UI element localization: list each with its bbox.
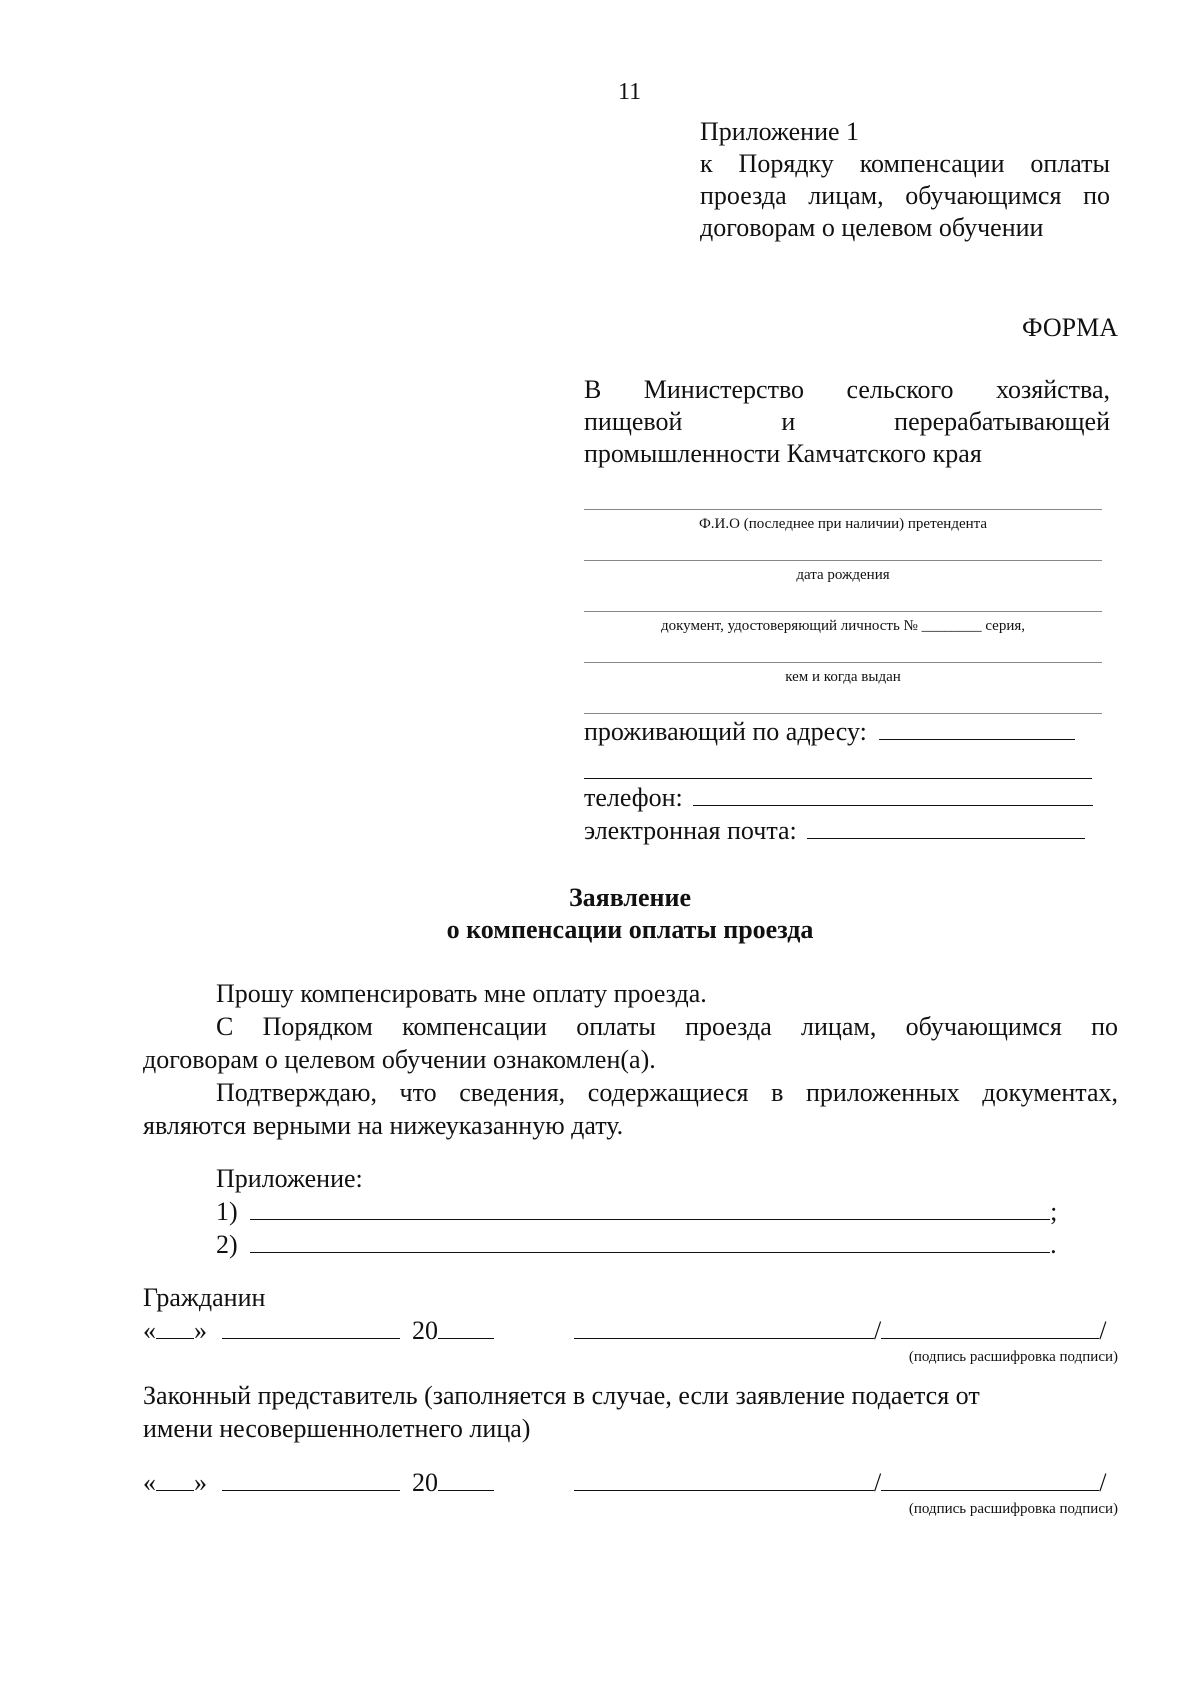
address-field-continued[interactable] [584, 778, 1092, 779]
quote-close: » [194, 1316, 207, 1345]
attachment-1-field[interactable] [250, 1197, 1050, 1220]
addressee-line-2: пищевой и перерабатывающей [584, 407, 1110, 436]
citizen-month-field[interactable] [222, 1316, 400, 1339]
signature-slash-end: / [1099, 1468, 1107, 1497]
birth-date-line[interactable] [584, 560, 1102, 561]
representative-line-1: Законный представитель (заполняется в случае, если заявление подается от [143, 1381, 980, 1410]
citizen-label: Гражданин [143, 1283, 266, 1312]
signature-slash: / [874, 1316, 882, 1345]
representative-day-field[interactable] [156, 1468, 194, 1491]
paragraph-3-line-1: Подтверждаю, что сведения, содержащиеся в приложенных документах, [216, 1078, 1118, 1107]
citizen-signature-field[interactable] [574, 1316, 874, 1339]
phone-row [584, 782, 1104, 814]
representative-signature-field[interactable] [574, 1468, 874, 1491]
attachment-item-2 [216, 1229, 1096, 1261]
quote-open: « [143, 1316, 156, 1345]
representative-signature-row [574, 1467, 1106, 1499]
paragraph-2-line-1: С Порядком компенсации оплаты проезда лицам, обучающимся по [216, 1012, 1118, 1041]
representative-line-2: имени несовершеннолетнего лица) [143, 1414, 531, 1443]
quote-open: « [143, 1468, 156, 1497]
document-line[interactable] [584, 611, 1102, 612]
form-label: ФОРМА [1022, 313, 1118, 342]
address-label: проживающий по адресу: [584, 717, 867, 746]
representative-year-prefix: 20 [412, 1468, 438, 1497]
citizen-day-field[interactable] [156, 1316, 194, 1339]
issued-by-caption: кем и когда выдан [785, 669, 901, 685]
phone-label: телефон: [584, 783, 683, 812]
title-line-1: Заявление [568, 883, 692, 912]
email-field[interactable] [807, 816, 1085, 839]
representative-signature-decoding-field[interactable] [881, 1468, 1099, 1491]
address-field[interactable] [879, 717, 1075, 740]
birth-date-caption: дата рождения [796, 567, 890, 583]
separator-line [584, 713, 1102, 714]
fio-line[interactable] [584, 509, 1102, 510]
appendix-block [700, 116, 1110, 244]
representative-date-row [143, 1467, 494, 1499]
page-number: 11 [618, 79, 642, 105]
attachments-label: Приложение: [216, 1164, 363, 1193]
appendix-line-2: к Порядку компенсации оплаты [700, 149, 1110, 178]
attachment-1-number: 1) [216, 1197, 238, 1226]
representative-month-field[interactable] [222, 1468, 400, 1491]
appendix-line-4: договорам о целевом обучении [700, 213, 1044, 242]
signature-slash-end: / [1099, 1316, 1107, 1345]
appendix-line-1: Приложение 1 [700, 117, 860, 146]
quote-close: » [194, 1468, 207, 1497]
attachment-2-number: 2) [216, 1230, 238, 1259]
citizen-signature-caption: (подпись расшифровка подписи) [908, 1349, 1118, 1365]
citizen-signature-decoding-field[interactable] [881, 1316, 1099, 1339]
fio-caption: Ф.И.О (последнее при наличии) претендента [698, 516, 988, 532]
document-caption: документ, удостоверяющий личность № ________ серия, [660, 618, 1026, 634]
email-label: электронная почта: [584, 816, 797, 845]
citizen-signature-row [574, 1315, 1106, 1347]
signature-slash: / [874, 1468, 882, 1497]
citizen-date-row [143, 1315, 494, 1347]
paragraph-2-line-2: договорам о целевом обучении ознакомлен(а). [143, 1045, 656, 1074]
appendix-line-3: проезда лицам, обучающимся по [700, 181, 1110, 210]
email-row [584, 815, 1114, 847]
title-line-2: о компенсации оплаты проезда [446, 915, 814, 944]
attachment-1-end: ; [1050, 1197, 1058, 1226]
citizen-year-prefix: 20 [412, 1316, 438, 1345]
paragraph-1: Прошу компенсировать мне оплату проезда. [216, 979, 707, 1008]
phone-field[interactable] [693, 783, 1093, 806]
paragraph-3-line-2: являются верными на нижеуказанную дату. [143, 1111, 624, 1140]
issued-by-line[interactable] [584, 662, 1102, 663]
representative-signature-caption: (подпись расшифровка подписи) [908, 1501, 1118, 1517]
representative-year-field[interactable] [438, 1468, 494, 1491]
attachment-item-1 [216, 1196, 1096, 1228]
citizen-year-field[interactable] [438, 1316, 494, 1339]
addressee-block [584, 374, 1110, 470]
attachment-2-end: . [1050, 1230, 1057, 1259]
addressee-line-3: промышленности Камчатского края [584, 439, 982, 468]
address-row [584, 716, 1104, 748]
attachment-2-field[interactable] [250, 1230, 1050, 1253]
addressee-line-1: В Министерство сельского хозяйства, [584, 375, 1110, 404]
